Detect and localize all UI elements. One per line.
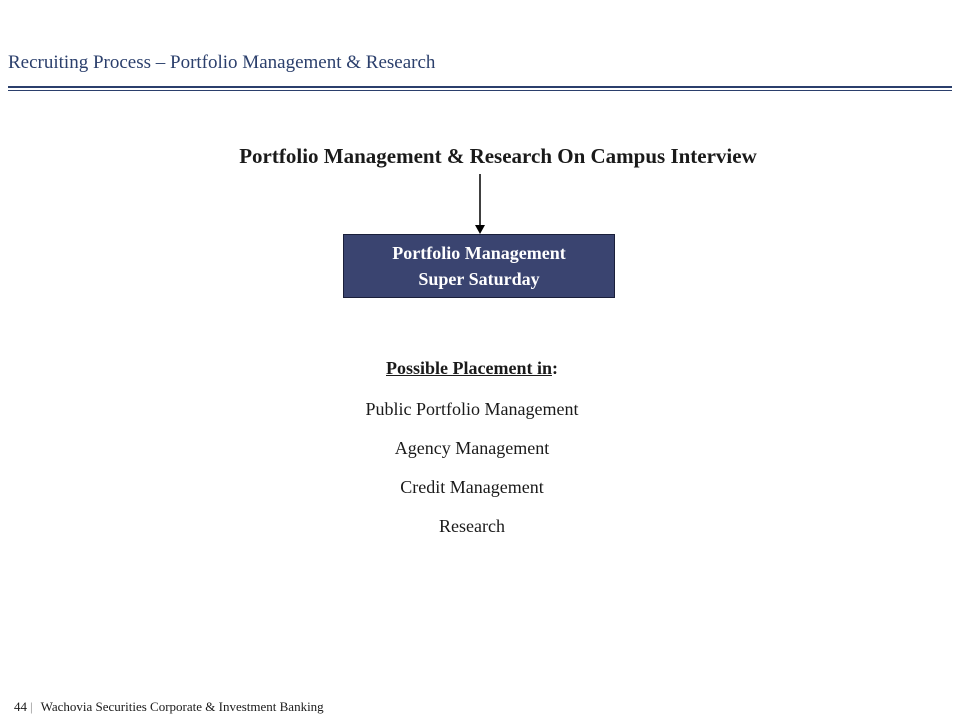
placement-block bbox=[272, 356, 672, 552]
footer-separator: | bbox=[30, 699, 33, 714]
flow-down-arrow-icon bbox=[471, 174, 489, 236]
stage-box-line1: Portfolio Management bbox=[392, 243, 566, 263]
header-rule-thin bbox=[8, 90, 952, 91]
placement-item: Agency Management bbox=[394, 438, 550, 458]
footer bbox=[14, 699, 324, 715]
placement-item: Research bbox=[439, 516, 505, 536]
placement-heading-text: Possible Placement in bbox=[386, 358, 552, 378]
placement-item: Public Portfolio Management bbox=[365, 399, 579, 419]
header-rule-thick bbox=[8, 86, 952, 88]
placement-heading bbox=[272, 356, 672, 396]
placement-heading-colon: : bbox=[551, 358, 558, 378]
slide-title: Recruiting Process – Portfolio Management & Research bbox=[8, 52, 436, 73]
flow-top-stage: Portfolio Management & Research On Campus Interview bbox=[239, 144, 757, 168]
footer-company: Wachovia Securities Corporate & Investment Banking bbox=[40, 699, 324, 714]
flow-stage-box bbox=[343, 234, 615, 298]
stage-box-line2: Super Saturday bbox=[418, 269, 540, 289]
page-number: 44 bbox=[14, 699, 27, 714]
placement-item: Credit Management bbox=[400, 477, 544, 497]
